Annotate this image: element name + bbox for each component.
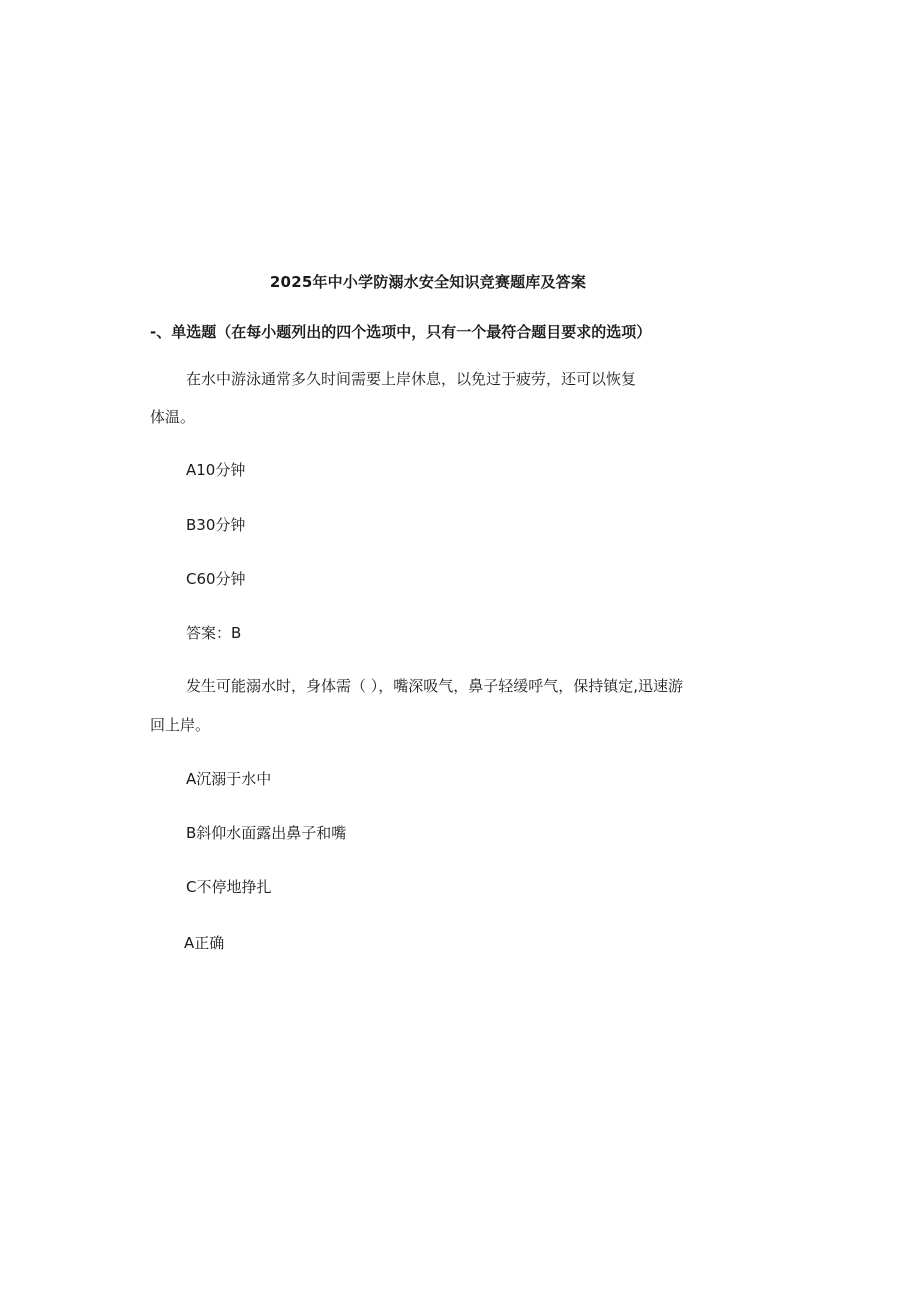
question-1-answer: 答案：B [186, 624, 242, 642]
question-1-option-c: C60分钟 [186, 570, 246, 588]
question-1-option-b: B30分钟 [186, 516, 246, 534]
document-title: 2025年中小学防溺水安全知识竞赛题库及答案 [269, 273, 587, 291]
question-1-stem-line2: 体温。 [150, 408, 196, 426]
question-2-option-a: A沉溺于水中 [186, 770, 272, 788]
question-2-stem-line1: 发生可能溺水时，身体需（ ），嘴深吸气，鼻子轻缓呼气，保持镇定,迅速游 [186, 677, 684, 695]
question-2-option-c: C不停地挣扎 [186, 878, 272, 896]
question-2-option-b: B斜仰水面露出鼻子和嘴 [186, 824, 347, 842]
question-1-stem-line1: 在水中游泳通常多久时间需要上岸休息，以免过于疲劳，还可以恢复 [186, 370, 637, 388]
question-2-stem-line2: 回上岸。 [150, 716, 211, 734]
question-1-option-a: A10分钟 [186, 461, 246, 479]
question-2-answer: A正确 [184, 934, 225, 952]
section-heading: -、单选题（在每小题列出的四个选项中，只有一个最符合题目要求的选项） [150, 323, 652, 341]
